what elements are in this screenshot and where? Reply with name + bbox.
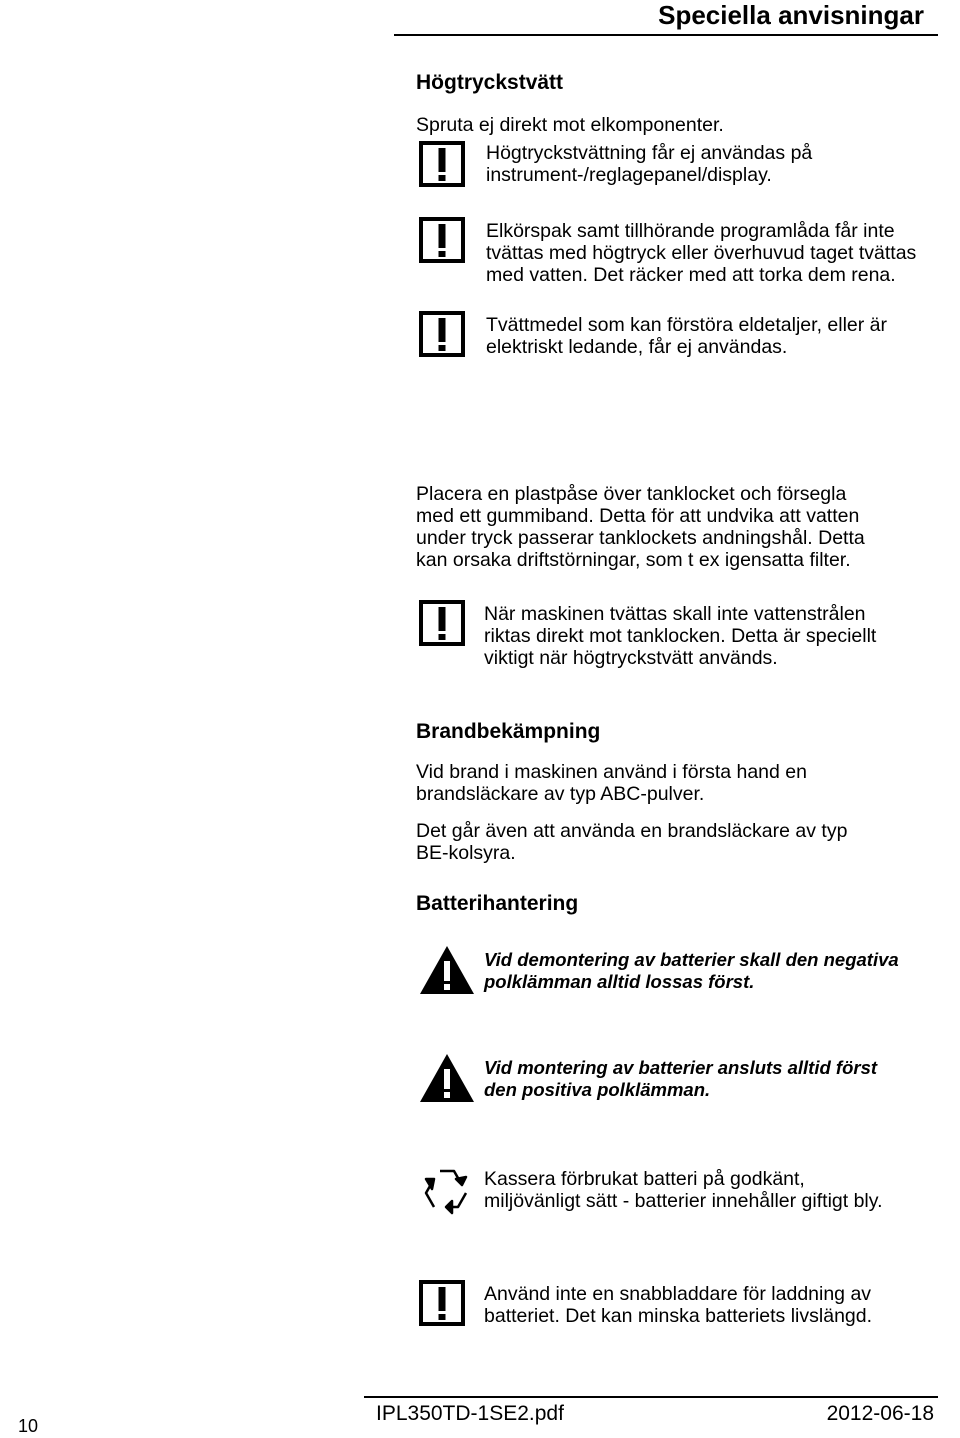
note-snabbladdare bbox=[484, 1283, 954, 1327]
intro-text: Spruta ej direkt mot elkomponenter. bbox=[416, 114, 724, 136]
page-number: 10 bbox=[18, 1416, 39, 1436]
warning-demontering bbox=[484, 949, 954, 993]
note-line: Kassera förbrukat batteri på godkänt, bbox=[484, 1168, 805, 1190]
section-heading-brandbekampning: Brandbekämpning bbox=[416, 720, 601, 743]
note-line: miljövänligt sätt - batterier innehåller giftigt bly. bbox=[484, 1190, 883, 1212]
note-line: När maskinen tvättas skall inte vattenstrålen bbox=[484, 603, 866, 625]
note-line: instrument-/reglagepanel/display. bbox=[486, 164, 772, 186]
para-line: Det går även att använda en brandsläckare av typ bbox=[416, 820, 848, 842]
exclamation-icon bbox=[418, 216, 466, 264]
warning-triangle-icon bbox=[418, 1052, 476, 1104]
para-line: under tryck passerar tanklockets andningshål. Detta bbox=[416, 527, 865, 549]
footer-divider bbox=[364, 1396, 938, 1398]
note-line: elektriskt ledande, får ej användas. bbox=[486, 336, 788, 358]
page-header-title: Speciella anvisningar bbox=[658, 0, 924, 30]
note-elkorspak bbox=[486, 220, 956, 286]
footer-date: 2012-06-18 bbox=[826, 1402, 934, 1425]
exclamation-icon bbox=[418, 599, 466, 647]
note-line: tvättas med högtryck eller överhuvud taget tvättas bbox=[486, 242, 917, 264]
note-line: med vatten. Det räcker med att torka dem rena. bbox=[486, 264, 896, 286]
note-panel-display bbox=[486, 142, 956, 186]
note-recycle bbox=[484, 1168, 954, 1212]
note-tanklock bbox=[484, 603, 954, 669]
note-line: Vid demontering av batterier skall den negativa bbox=[484, 949, 899, 970]
warning-triangle-icon bbox=[418, 944, 476, 996]
note-line: den positiva polklämman. bbox=[484, 1079, 711, 1100]
warning-montering bbox=[484, 1057, 954, 1101]
para-line: BE-kolsyra. bbox=[416, 842, 516, 864]
para-line: med ett gummiband. Detta för att undvika att vatten bbox=[416, 505, 860, 527]
exclamation-icon bbox=[418, 140, 466, 188]
note-line: Högtryckstvättning får ej användas på bbox=[486, 142, 813, 164]
para-line: kan orsaka driftstörningar, som t ex igensatta filter. bbox=[416, 549, 851, 571]
tank-paragraph bbox=[416, 483, 936, 571]
note-line: polklämman alltid lossas först. bbox=[484, 971, 755, 992]
brand-paragraph-2 bbox=[416, 820, 936, 864]
para-line: brandsläckare av typ ABC-pulver. bbox=[416, 783, 705, 805]
para-line: Vid brand i maskinen använd i första hand en bbox=[416, 761, 807, 783]
note-line: batteriet. Det kan minska batteriets livslängd. bbox=[484, 1305, 873, 1327]
note-tvattmedel bbox=[486, 314, 956, 358]
exclamation-icon bbox=[418, 310, 466, 358]
para-line: Placera en plastpåse över tanklocket och försegla bbox=[416, 483, 847, 505]
note-line: Vid montering av batterier ansluts alltid först bbox=[484, 1057, 878, 1078]
section-heading-batterihantering: Batterihantering bbox=[416, 892, 579, 915]
note-line: riktas direkt mot tanklocken. Detta är speciellt bbox=[484, 625, 877, 647]
header-divider bbox=[394, 34, 938, 36]
note-line: viktigt när högtryckstvätt används. bbox=[484, 647, 778, 669]
note-line: Elkörspak samt tillhörande programlåda får inte bbox=[486, 220, 895, 242]
exclamation-icon bbox=[418, 1279, 466, 1327]
note-line: Tvättmedel som kan förstöra eldetaljer, eller är bbox=[486, 314, 888, 336]
note-line: Använd inte en snabbladdare för laddning av bbox=[484, 1283, 872, 1305]
section-heading-hogtryckstvatt: Högtryckstvätt bbox=[416, 71, 564, 94]
brand-paragraph-1 bbox=[416, 761, 936, 805]
footer-filename: IPL350TD-1SE2.pdf bbox=[376, 1402, 564, 1425]
recycle-icon bbox=[418, 1163, 476, 1219]
